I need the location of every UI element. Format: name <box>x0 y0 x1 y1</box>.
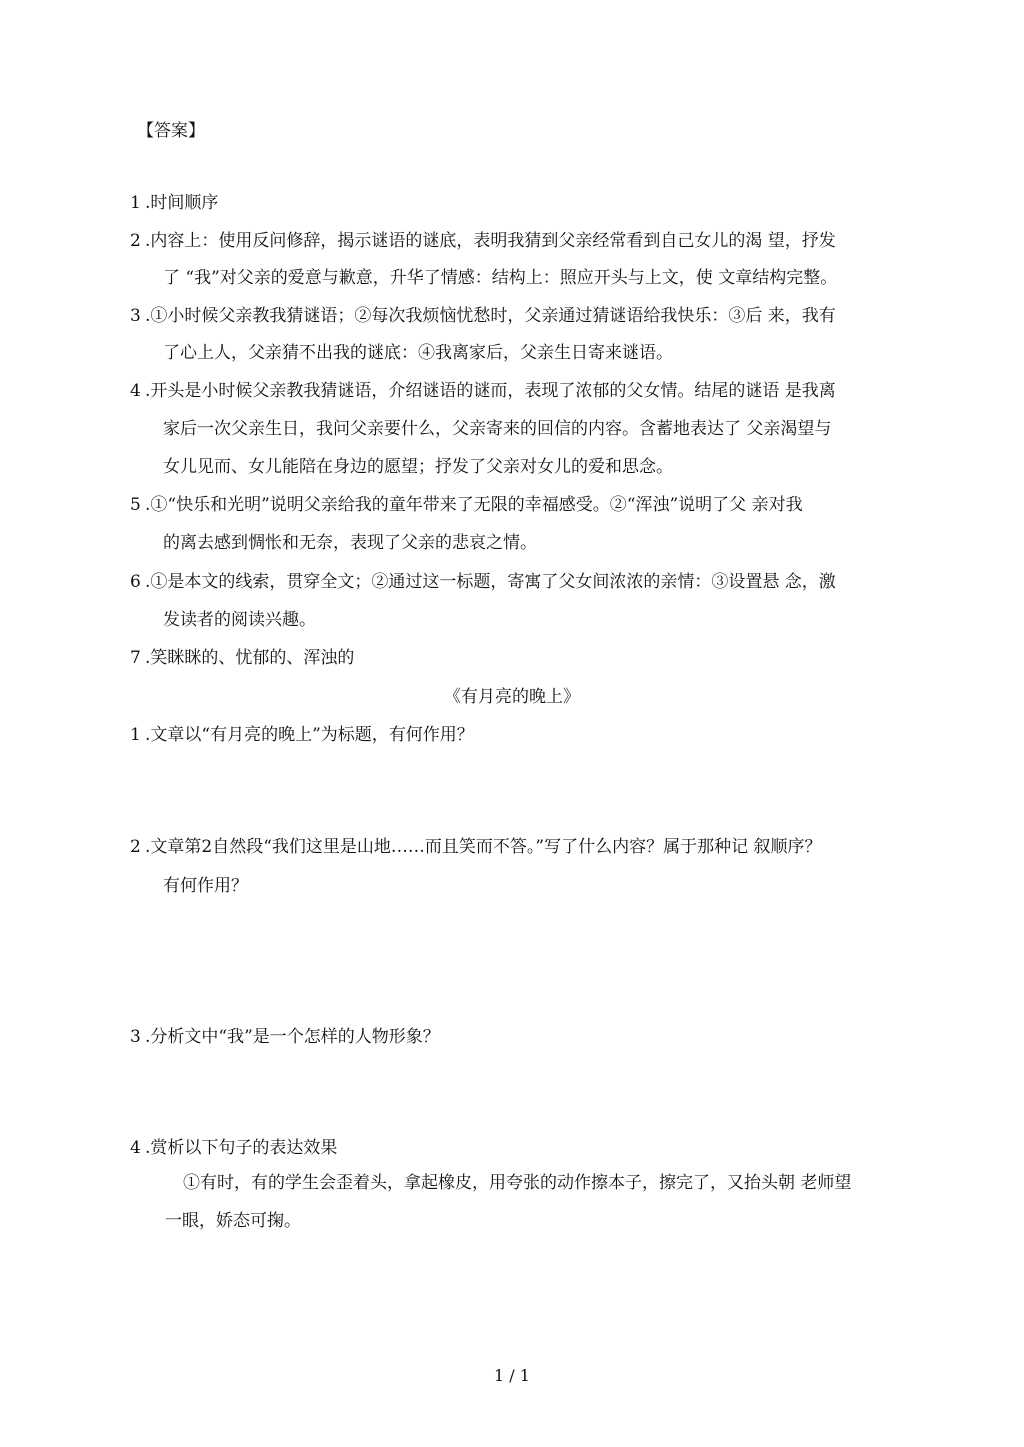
answer-text: 女儿见而、女儿能陪在身边的愿望；抒发了父亲对女儿的爱和思念。 <box>163 457 673 477</box>
answer-text: 了 “我”对父亲的爱意与歉意，升华了情感：结构上：照应开头与上文，使 文章结构完整。 <box>163 268 838 288</box>
question-text: .分析文中“我”是一个怎样的人物形象？ <box>145 1027 440 1047</box>
answer-number: 5 <box>130 495 141 515</box>
answer-text: .时间顺序 <box>145 193 219 213</box>
answer-number: 6 <box>130 572 141 592</box>
answer-text: 了心上人，父亲猜不出我的谜底：④我离家后，父亲生日寄来谜语。 <box>163 343 673 363</box>
page-number: 1 / 1 <box>494 1366 530 1385</box>
answer-number: 4 <box>130 381 141 401</box>
question-number: 4 <box>130 1138 141 1158</box>
answer-text: .笑眯眯的、忧郁的、浑浊的 <box>145 648 355 668</box>
question-text: .文章以“有月亮的晚上”为标题，有何作用？ <box>145 725 474 745</box>
question-subitem: ①有时，有的学生会歪着头，拿起橡皮，用夸张的动作擦本子，擦完了，又抬头朝 老师望 <box>183 1173 852 1193</box>
answer-text: .开头是小时候父亲教我猜谜语，介绍谜语的谜而，表现了浓郁的父女情。结尾的谜语 是我离 <box>145 381 836 401</box>
answer-text: 发读者的阅读兴趣。 <box>163 610 316 630</box>
question-number: 3 <box>130 1027 141 1047</box>
answer-text: .内容上：使用反问修辞，揭示谜语的谜底，表明我猜到父亲经常看到自己女儿的渴 望，抒发 <box>145 231 836 251</box>
question-number: 2 <box>130 837 141 857</box>
answer-header: 【答案】 <box>137 121 205 141</box>
answer-text: 的离去感到惆怅和无奈，表现了父亲的悲哀之情。 <box>163 533 537 553</box>
question-text: .赏析以下句子的表达效果 <box>145 1138 338 1158</box>
question-subitem: 一眼，娇态可掬。 <box>165 1211 301 1231</box>
question-number: 1 <box>130 725 141 745</box>
answer-text: .①小时候父亲教我猜谜语；②每次我烦恼忧愁时，父亲通过猜谜语给我快乐：③后 来，我有 <box>145 306 836 326</box>
answer-number: 2 <box>130 231 141 251</box>
answer-text: 家后一次父亲生日，我问父亲要什么，父亲寄来的回信的内容。含蓄地表达了 父亲渴望与 <box>163 419 832 439</box>
answer-number: 1 <box>130 193 141 213</box>
answer-number: 7 <box>130 648 141 668</box>
answer-text: .①是本文的线索，贯穿全文；②通过这一标题，寄寓了父女间浓浓的亲情：③设置悬 念，激 <box>145 572 836 592</box>
answer-number: 3 <box>130 306 141 326</box>
answer-text: .①“快乐和光明”说明父亲给我的童年带来了无限的幸福感受。②“浑浊”说明了父 亲对我 <box>145 495 803 515</box>
question-text: .文章第2自然段“我们这里是山地……而且笑而不答。”写了什么内容？属于那种记 叙顺序？ <box>145 837 822 857</box>
section-title: 《有月亮的晚上》 <box>444 687 580 707</box>
question-text: 有何作用？ <box>163 876 248 896</box>
